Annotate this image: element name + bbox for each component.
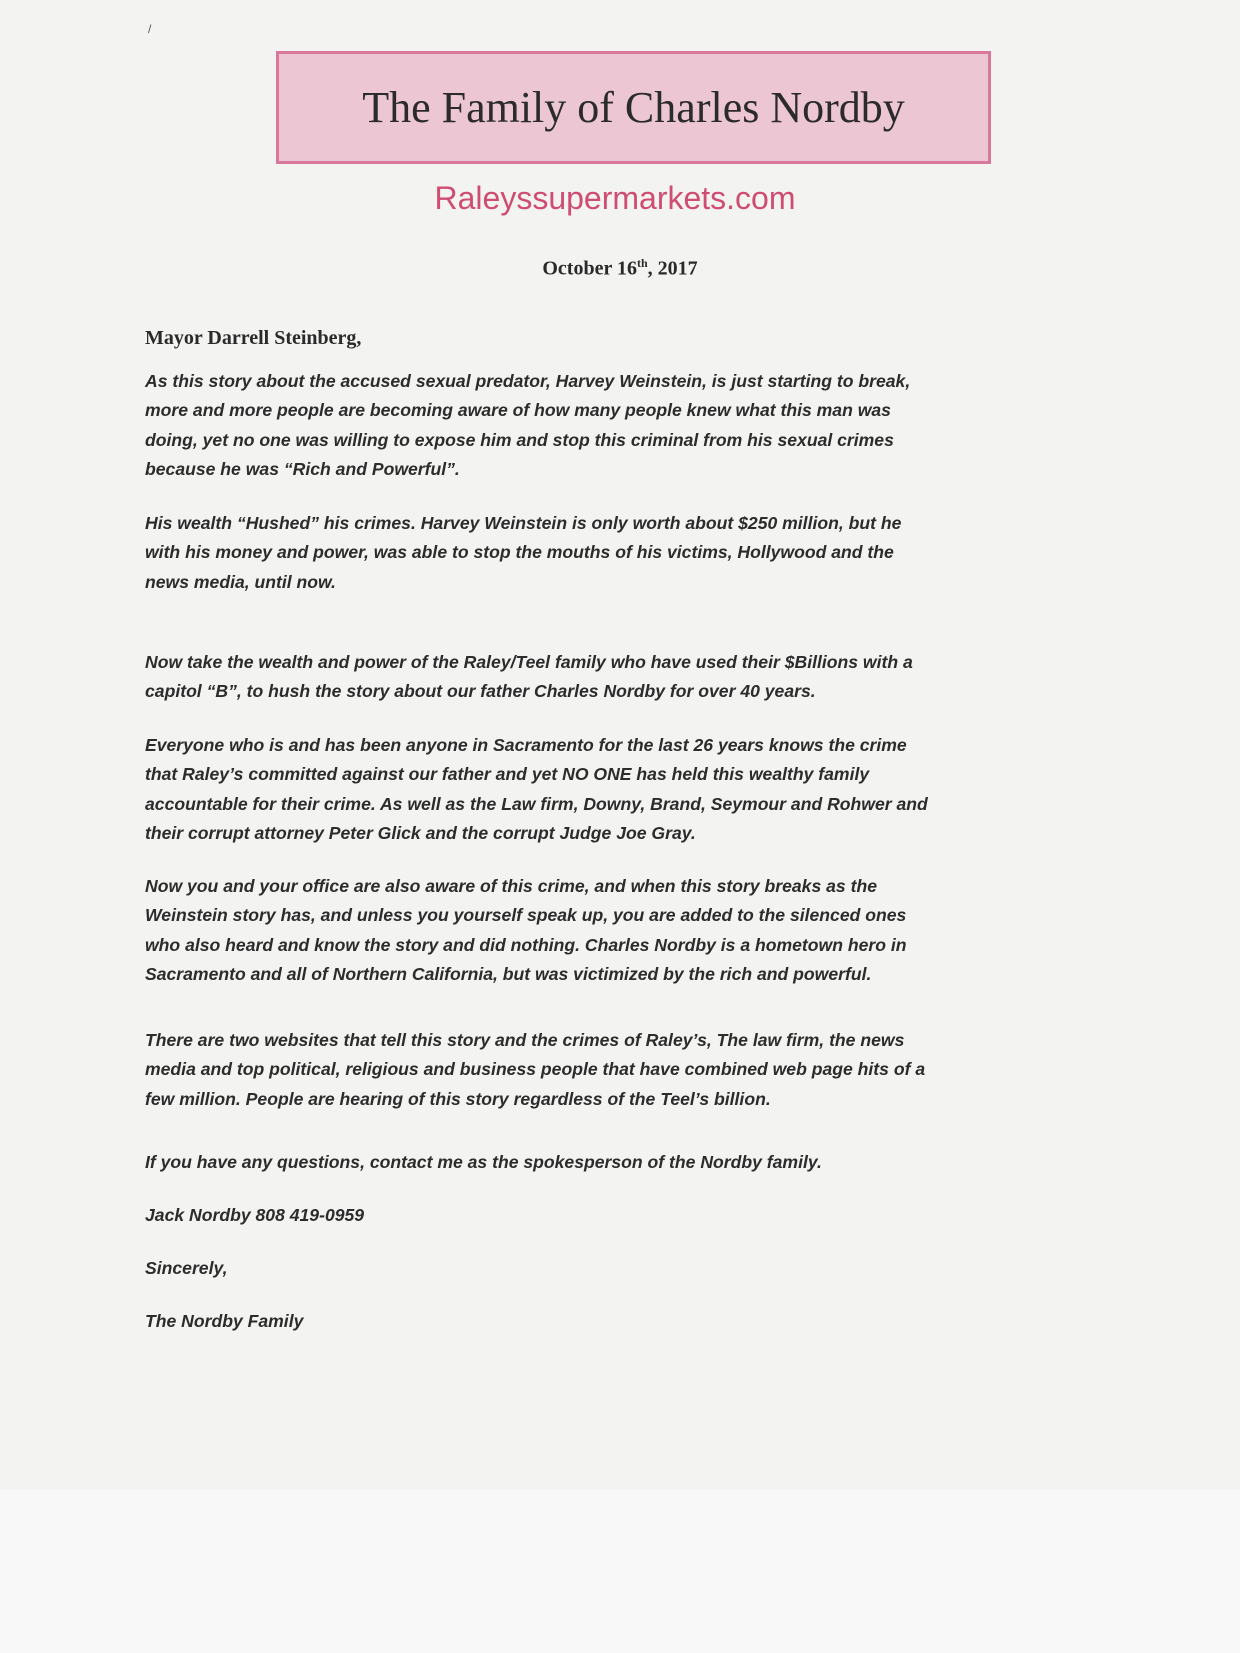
paragraph-line: There are two websites that tell this story and the crimes of Raley’s, The law firm, the news [145, 1030, 905, 1050]
paragraph-line: His wealth “Hushed” his crimes. Harvey Weinstein is only worth about $250 million, but he [145, 513, 902, 533]
paragraph-line: If you have any questions, contact me as the spokesperson of the Nordby family. [145, 1152, 822, 1172]
paragraph-line: their corrupt attorney Peter Glick and the corrupt Judge Joe Gray. [145, 823, 696, 844]
salutation: Mayor Darrell Steinberg, [145, 327, 362, 349]
paragraph-line: Sincerely, [145, 1258, 228, 1278]
paragraph-line: accountable for their crime. As well as the Law firm, Downy, Brand, Seymour and Rohwer and [145, 793, 928, 814]
letterhead-box [276, 51, 991, 164]
paragraph-line: As this story about the accused sexual predator, Harvey Weinstein, is just starting to break, [145, 371, 911, 391]
paragraph-line: because he was “Rich and Powerful”. [145, 459, 460, 480]
date-year: , 2017 [647, 257, 698, 280]
date-suffix: th [636, 256, 648, 270]
paragraph [145, 1254, 227, 1283]
paragraph-line: that Raley’s committed against our father and yet NO ONE has held this wealthy family [145, 764, 870, 785]
paragraph-line: capitol “B”, to hush the story about our father Charles Nordby for over 40 years. [145, 681, 816, 702]
paragraph-line: with his money and power, was able to stop the mouths of his victims, Hollywood and the [145, 542, 894, 563]
paragraph-line: Everyone who is and has been anyone in Sacramento for the last 26 years knows the crime [145, 735, 907, 755]
scan-mark: / [148, 22, 152, 36]
paragraph-line: Now take the wealth and power of the Raley/Teel family who have used their $Billions with a [145, 652, 913, 672]
website-text: Raleyssupermarkets.com [434, 180, 796, 216]
paragraph [145, 648, 913, 707]
paragraph [145, 509, 901, 597]
paragraph-line: media and top political, religious and business people that have combined web page hits of a [145, 1059, 926, 1080]
letter-date [0, 256, 1240, 281]
paragraph [145, 1307, 303, 1336]
paragraph-line: Jack Nordby 808 419-0959 [145, 1205, 365, 1225]
paragraph-line: The Nordby Family [145, 1311, 304, 1331]
paragraph [145, 1148, 822, 1177]
paragraph [145, 367, 910, 485]
paragraph [145, 1201, 364, 1230]
paragraph-line: news media, until now. [145, 571, 336, 592]
paragraph-line: Weinstein story has, and unless you yourself speak up, you are added to the silenced ones [145, 905, 907, 926]
date-main: October 16 [542, 257, 637, 280]
paragraph-line: Now you and your office are also aware of this crime, and when this story breaks as the [145, 876, 877, 896]
paragraph-line: Sacramento and all of Northern California, but was victimized by the rich and powerful. [145, 964, 872, 985]
paragraph [145, 731, 928, 849]
paragraph [145, 1026, 925, 1114]
scan-bottom-strip [0, 1490, 1240, 1653]
paragraph-line: doing, yet no one was willing to expose him and stop this criminal from his sexual crimes [145, 429, 894, 450]
paragraph [145, 872, 907, 990]
paragraph-line: more and more people are becoming aware of how many people knew what this man was [145, 400, 891, 421]
paragraph-line: few million. People are hearing of this story regardless of the Teel’s billion. [145, 1088, 771, 1109]
paragraph-line: who also heard and know the story and did nothing. Charles Nordby is a hometown hero in [145, 934, 907, 955]
letterhead-title: The Family of Charles Nordby [362, 83, 905, 132]
